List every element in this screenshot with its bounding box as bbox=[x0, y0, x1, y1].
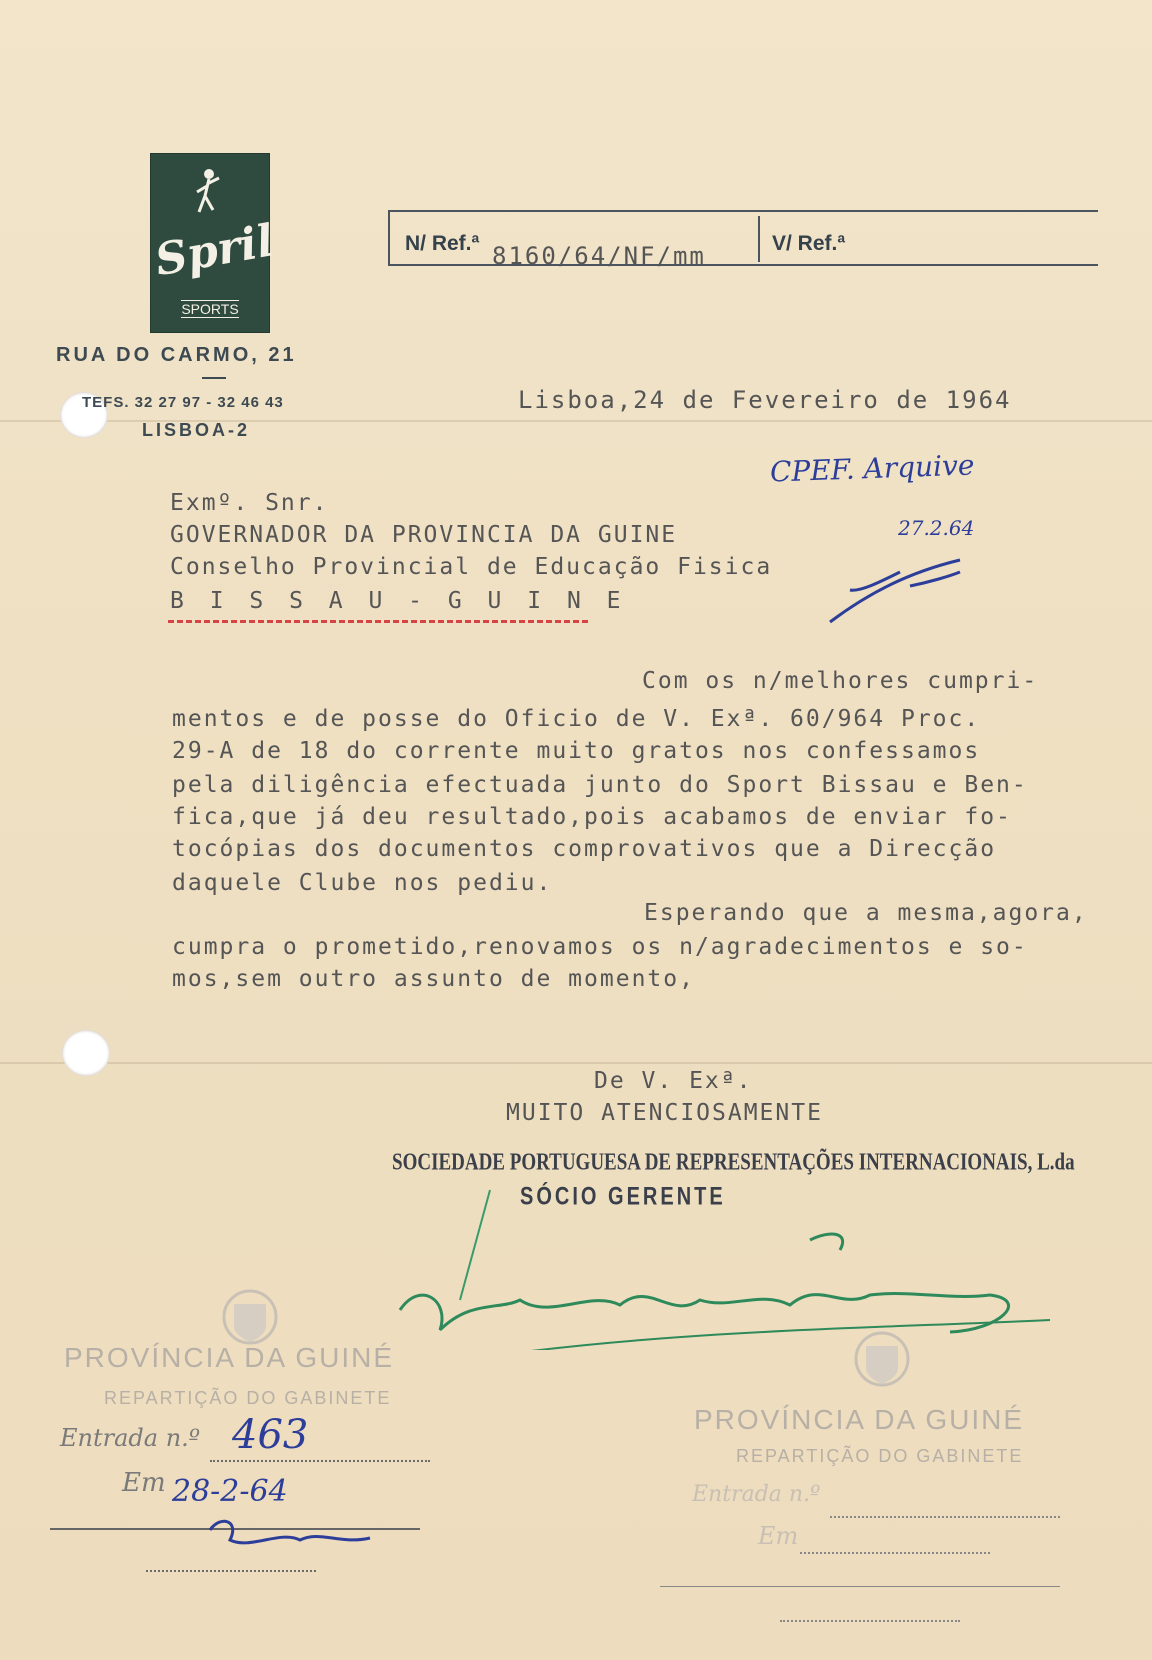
logo-wordmark: Spril bbox=[151, 215, 278, 287]
stamp-right-line2: REPARTIÇÃO DO GABINETE bbox=[736, 1446, 1024, 1466]
red-underline bbox=[168, 620, 588, 623]
logo-subtitle: SPORTS bbox=[181, 301, 239, 317]
punch-hole-bottom bbox=[62, 1030, 110, 1076]
recipient-line1: GOVERNADOR DA PROVINCIA DA GUINE bbox=[170, 522, 678, 548]
stamp-right-rule bbox=[660, 1586, 1060, 1587]
stamp-right-date-line bbox=[800, 1552, 990, 1554]
stamp-left-initials bbox=[200, 1510, 380, 1560]
your-ref-label: V/ Ref.ª bbox=[772, 232, 846, 255]
stamp-left-entry-line bbox=[210, 1460, 430, 1462]
company-stamp-name: SOCIEDADE PORTUGUESA DE REPRESENTAÇÕES INTERNACIONAIS, L.da bbox=[392, 1149, 1075, 1176]
stamp-right-entry-line bbox=[830, 1516, 1060, 1518]
fold-line-bottom bbox=[0, 1062, 1152, 1064]
handwritten-initials bbox=[820, 552, 970, 632]
green-signature bbox=[390, 1180, 1070, 1350]
athlete-icon bbox=[191, 166, 227, 226]
stamp-left-date-value: 28-2-64 bbox=[172, 1474, 288, 1509]
stamp-right-date-label: Em bbox=[758, 1522, 799, 1550]
recipient-line3: B I S S A U - G U I N E bbox=[170, 588, 627, 614]
stamp-left-line2: REPARTIÇÃO DO GABINETE bbox=[104, 1388, 392, 1408]
handwritten-note: CPEF. Arquive bbox=[769, 448, 975, 489]
body-line: mentos e de posse do Oficio de V. Exª. 60/964 Proc. bbox=[172, 706, 981, 732]
spril-logo bbox=[150, 153, 278, 333]
body-line: mos,sem outro assunto de momento, bbox=[172, 966, 695, 992]
our-ref-value: 8160/64/NF/mm bbox=[492, 242, 706, 270]
coat-of-arms-right bbox=[842, 1324, 922, 1394]
recipient-line2: Conselho Provincial de Educação Fisica bbox=[170, 554, 773, 580]
closing-line2: MUITO ATENCIOSAMENTE bbox=[506, 1100, 823, 1126]
stamp-left-line1: PROVÍNCIA DA GUINÉ bbox=[64, 1342, 395, 1373]
stamp-left-entry-number: 463 bbox=[232, 1412, 309, 1458]
handwritten-date: 27.2.64 bbox=[898, 516, 975, 540]
address-city: LISBOA-2 bbox=[142, 420, 251, 440]
address-street: RUA DO CARMO, 21 bbox=[56, 344, 297, 366]
stamp-left-bottom-line bbox=[146, 1570, 316, 1572]
body-line: pela diligência efectuada junto do Sport Bissau e Ben- bbox=[172, 772, 1028, 798]
company-stamp-role: SÓCIO GERENTE bbox=[520, 1183, 726, 1211]
stamp-right-entry-label: Entrada n.º bbox=[692, 1482, 821, 1507]
address-divider bbox=[202, 377, 226, 379]
reference-separator bbox=[758, 216, 760, 262]
stamp-right-line1: PROVÍNCIA DA GUINÉ bbox=[694, 1404, 1025, 1435]
body-line: tocópias dos documentos comprovativos que a Direcção bbox=[172, 836, 997, 862]
body-line: fica,que já deu resultado,pois acabamos de enviar fo- bbox=[172, 804, 1012, 830]
address-phones: TEFS. 32 27 97 - 32 46 43 bbox=[82, 394, 284, 411]
stamp-left-entry-label: Entrada n.º bbox=[60, 1424, 201, 1452]
body-line: cumpra o prometido,renovamos os n/agradecimentos e so- bbox=[172, 934, 1028, 960]
our-ref-label: N/ Ref.ª bbox=[405, 232, 480, 255]
closing-line1: De V. Exª. bbox=[594, 1068, 753, 1094]
stamp-right-bottom-line bbox=[780, 1620, 960, 1622]
body-line: daquele Clube nos pediu. bbox=[172, 870, 553, 896]
body-line: Esperando que a mesma,agora, bbox=[644, 900, 1088, 926]
stamp-left-date-label: Em bbox=[122, 1468, 166, 1498]
body-line: Com os n/melhores cumpri- bbox=[642, 668, 1039, 694]
body-line: 29-A de 18 do corrente muito gratos nos confessamos bbox=[172, 738, 981, 764]
date-line: Lisboa,24 de Fevereiro de 1964 bbox=[518, 386, 1012, 414]
recipient-salutation: Exmº. Snr. bbox=[170, 490, 329, 516]
